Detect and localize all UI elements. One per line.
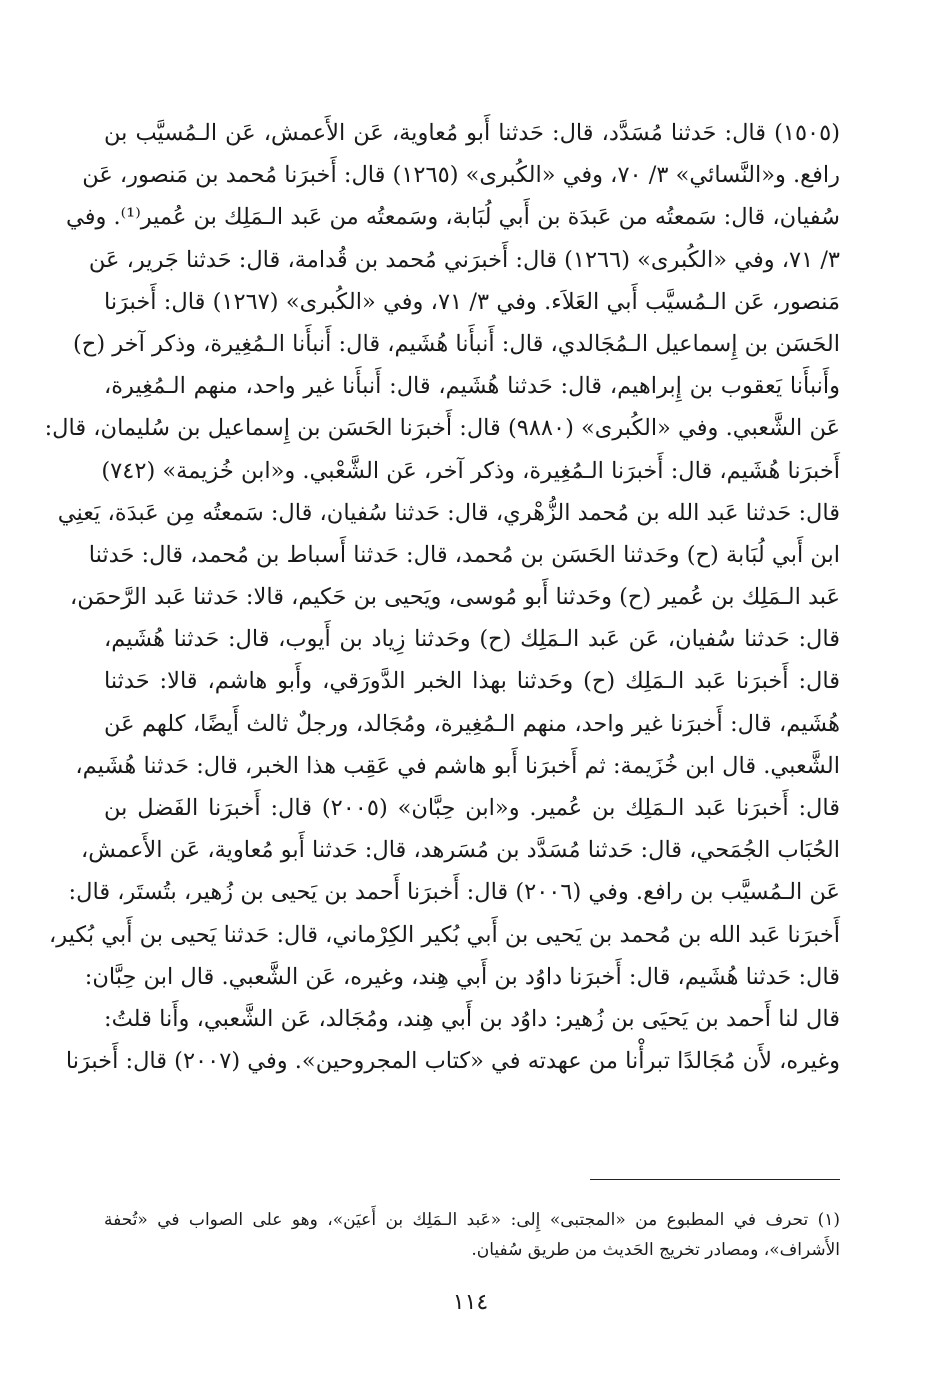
text-line: عَن الـمُسيَّب بن رافع. وفي (٢٠٠٦) قال: أَخبرَنا أَحمد بن يَحيى بن زُهير، بتُستَر، قال: [68,879,840,906]
text-line: الشَّعبي. قال ابن خُزَيمة: ثم أَخبرَنا أَبو هاشم في عَقِب هذا الخبر، قال: حَدثنا هُشَيم، [75,752,840,779]
footnote-line: (١) تحرف في المطبوع من «المجتبى» إِلى: «عَبد الـمَلِك بن أَعيَن»، وهو على الصواب في «تُحفة [104,1210,840,1230]
text-line: عَبد الـمَلِك بن عُمير (ح) وحَدثنا أَبو مُوسى، ويَحيى بن حَكيم، قالا: حَدثنا عَبد الرَّحمَن، [70,584,840,611]
text-line: رافع. و«النَّسائي» ٣/ ٧٠، وفي «الكُبرى» (١٢٦٥) قال: أَخبرَنا مُحمد بن مَنصور، عَن [82,162,840,189]
text-line: الحُبَاب الجُمَحي، قال: حَدثنا مُسَدَّد بن مُسَرهد، قال: حَدثنا أَبو مُعاوية، عَن الأَعمش، [81,837,840,864]
text-line: (١٥٠٥) قال: حَدثنا مُسَدَّد، قال: حَدثنا أَبو مُعاوية، عَن الأَعمش، عَن الـمُسيَّب بن [104,120,840,146]
text-line: ابن أَبي لُبَابة (ح) وحَدثنا الحَسَن بن مُحمد، قال: حَدثنا أَسباط بن مُحمد، قال: حَدثنا [88,541,840,568]
text-line: عَن الشَّعبي. وفي «الكُبرى» (٩٨٨٠) قال: أَخبرَنا الحَسَن بن إِسماعيل بن سُليمان، قال: [44,415,840,442]
text-line: سُفيان، قال: سَمعتُه من عَبدَة بن أَبي لُبَابة، وسَمعتُه من عَبد الـمَلِك بن عُمير⁽¹⁾. وفي [65,204,840,231]
text-line: قال: حَدثنا عَبد الله بن مُحمد الزُّهْري، قال: حَدثنا سُفيان، قال: سَمعتُه مِن عَبدَة، يَعنِي [57,499,840,526]
text-line: وغيره، لأَن مُجَالدًا تبرأْنا من عهدته في «كتاب المجروحين». وفي (٢٠٠٧) قال: أَخبرَنا [65,1048,840,1075]
text-line: مَنصور، عَن الـمُسيَّب أَبي العَلاَء. وفي ٣/ ٧١، وفي «الكُبرى» (١٢٦٧) قال: أَخبرَنا [104,288,840,315]
text-line: هُشَيم، قال: أَخبرَنا غير واحد، منهم الـمُغِيرة، ومُجَالد، ورجلٌ ثالث أَيضًا، كلهم عَن [104,710,840,737]
text-line: أَخبرَنا عَبد الله بن مُحمد بن يَحيى بن أَبي بُكير الكِرْماني، قال: حَدثنا يَحيى بن أَبي بُكير، [48,921,840,948]
text-line: الحَسَن بن إِسماعيل الـمُجَالدي، قال: أَنبأَنا هُشَيم، قال: أَنبأَنا الـمُغِيرة، وذكر آخر (ح) [73,330,840,357]
footnote [104,1205,840,1265]
main-text [44,112,840,1082]
text-line: قال: أَخبرَنا عَبد الـمَلِك بن عُمير. و«ابن حِبَّان» (٢٠٠٥) قال: أَخبرَنا الفَضل بن [104,795,840,821]
footnote-divider [590,1179,840,1180]
footnote-line: الأَشراف»، ومصادر تخريج الحَديث من طريق سُفيان. [471,1240,840,1260]
text-line: وأَنبأَنا يَعقوب بن إِبراهيم، قال: حَدثنا هُشَيم، قال: أَنبأَنا غير واحد، منهم الـمُغِيرة، [104,373,840,400]
text-line: ٣/ ٧١، وفي «الكُبرى» (١٢٦٦) قال: أَخبرَني مُحمد بن قُدامة، قال: حَدثنا جَرير، عَن [88,246,840,273]
text-line: قال لنا أَحمد بن يَحيَى بن زُهير: داوُد بن أَبي هِند، ومُجَالد، عَن الشَّعبي، وأَنا قلتُ: [104,1005,840,1032]
text-line: أَخبرَنا هُشَيم، قال: أَخبرَنا الـمُغِيرة، وذكر آخر، عَن الشَّعْبي. و«ابن خُزيمة» (٧٤٢) [101,457,840,484]
text-line: قال: أَخبرَنا عَبد الـمَلِك (ح) وحَدثنا بهذا الخبر الدَّورَقي، وأَبو هاشم، قالا: حَدثنا [104,668,840,695]
text-line: قال: حَدثنا هُشَيم، قال: أَخبرَنا داوُد بن أَبي هِند، وغيره، عَن الشَّعبي. قال ابن حِبَّان: [84,963,840,990]
page-number: ١١٤ [452,1290,489,1315]
text-line: قال: حَدثنا سُفيان، عَن عَبد الـمَلِك (ح) وحَدثنا زِياد بن أَيوب، قال: حَدثنا هُشَيم، [104,626,840,653]
